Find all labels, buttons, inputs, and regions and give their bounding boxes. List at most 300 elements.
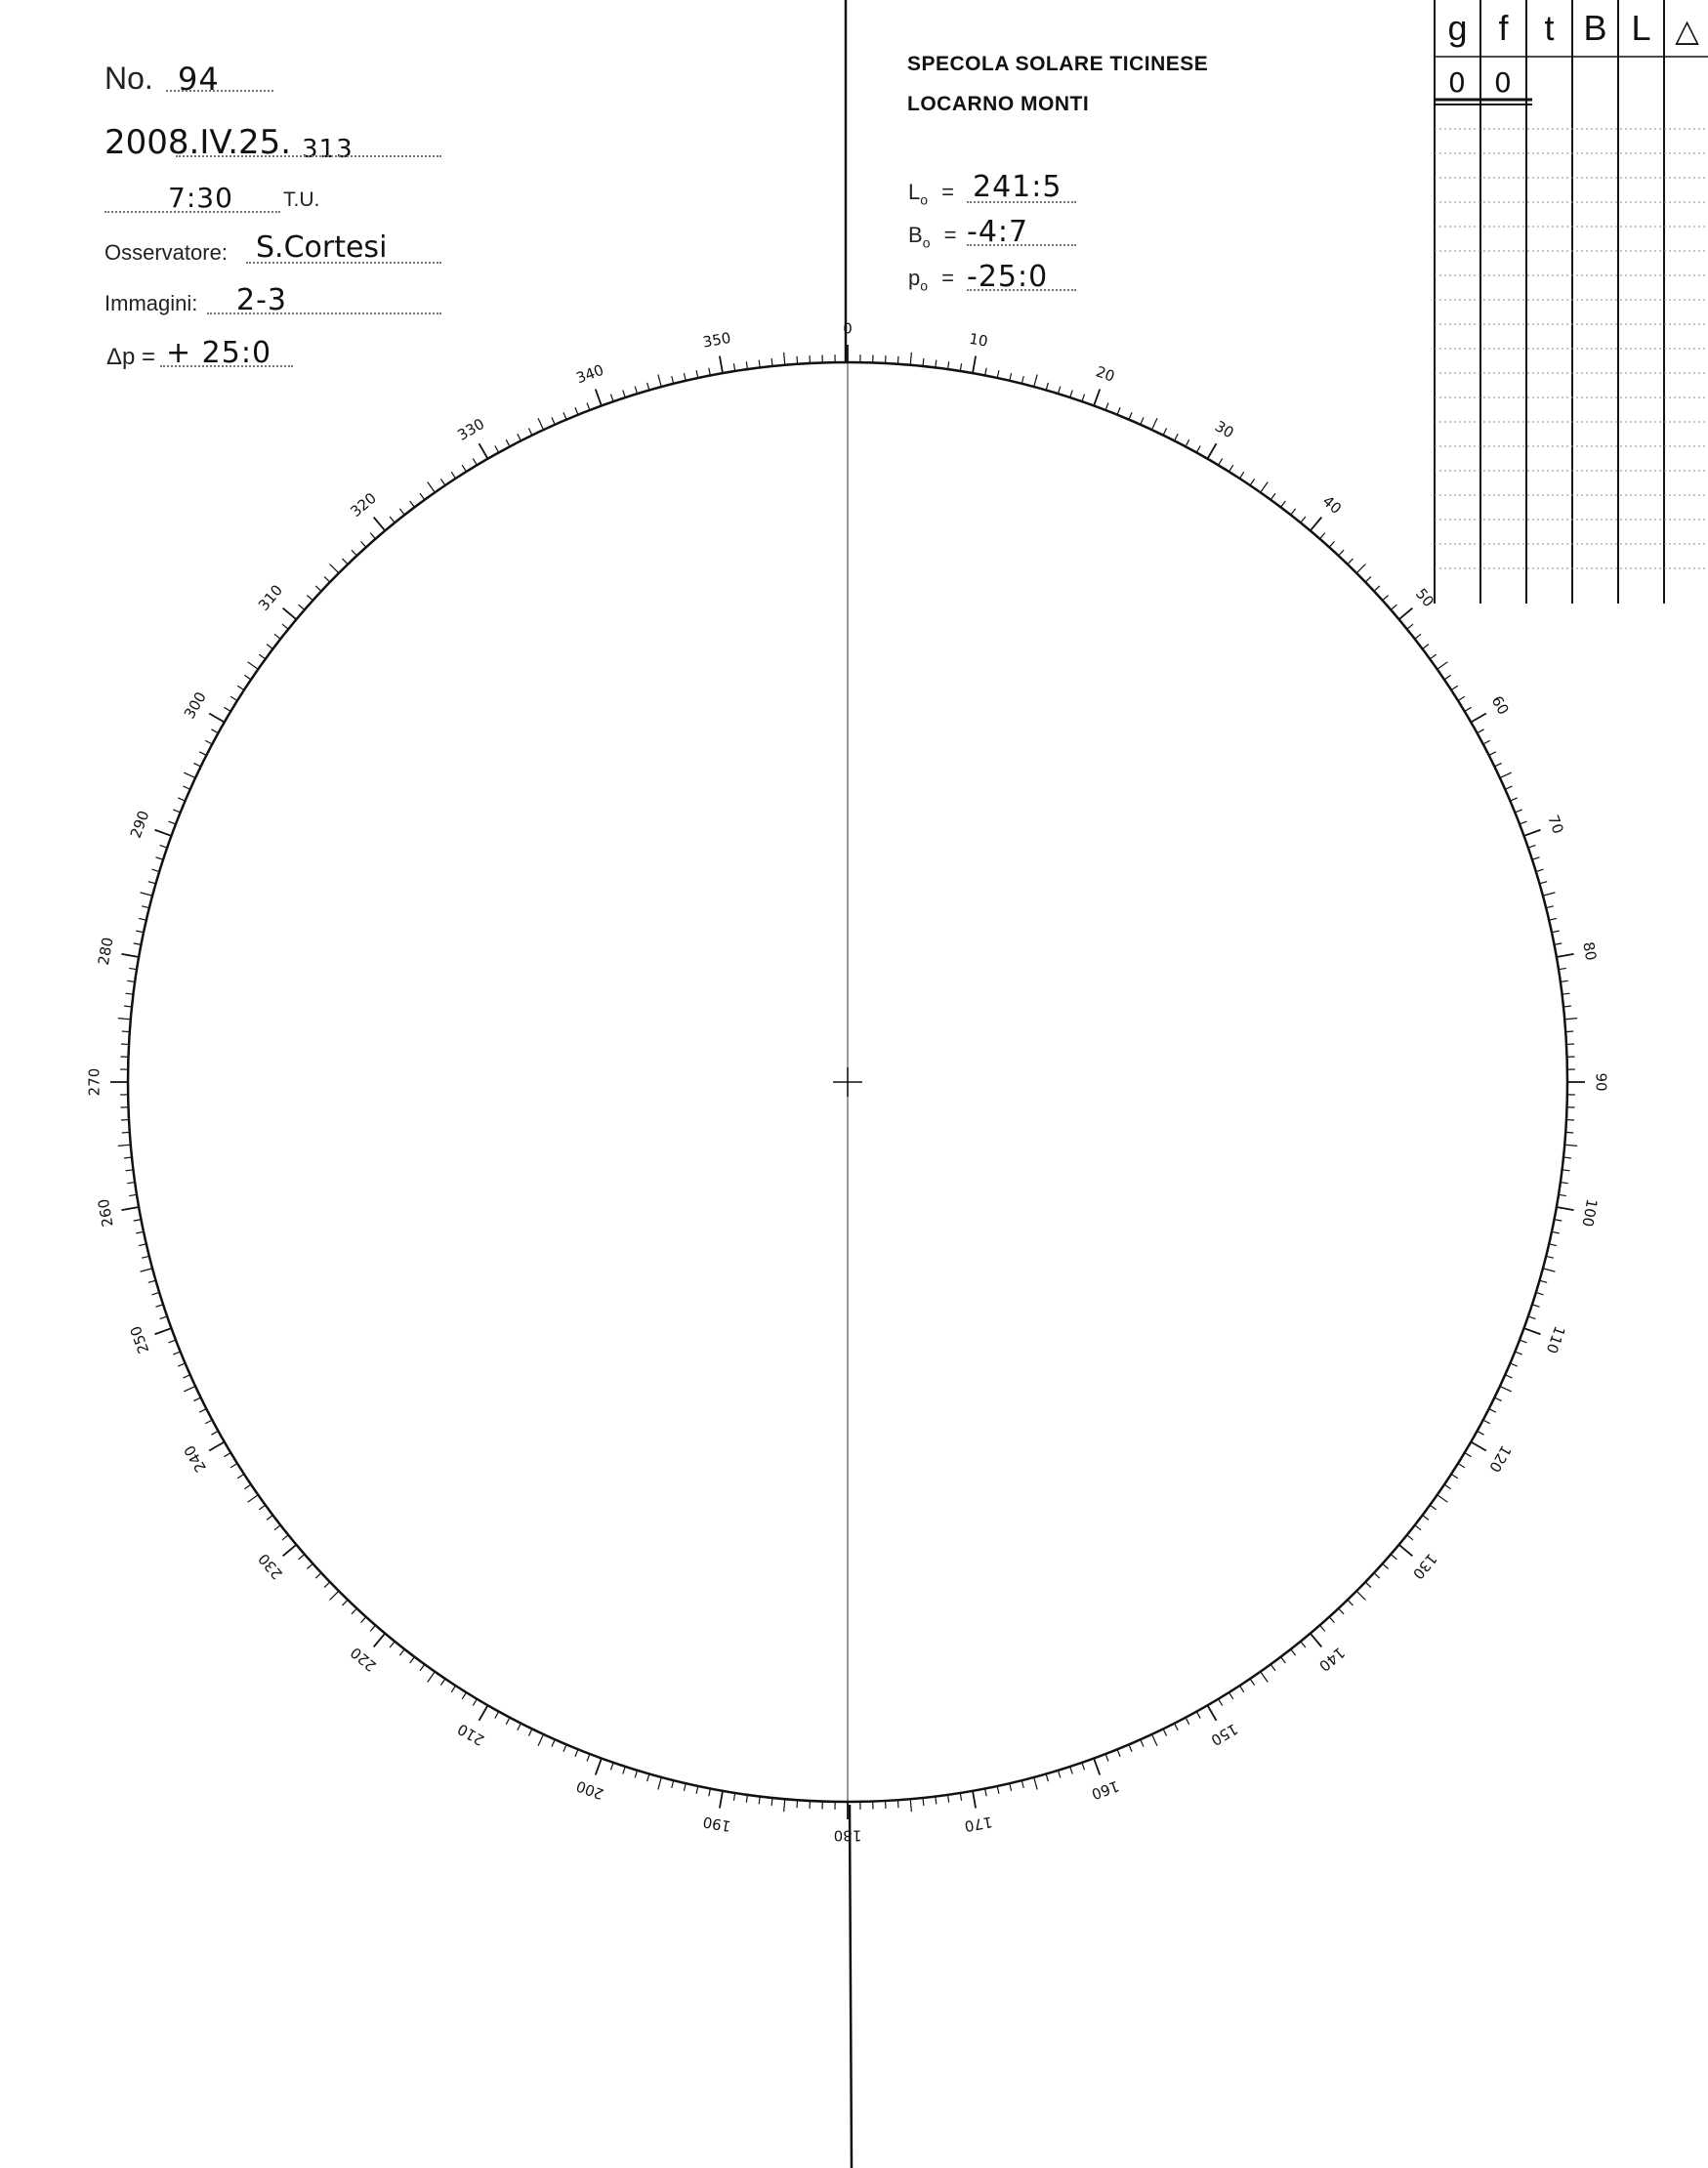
degree-label: 20 — [1093, 362, 1117, 386]
degree-tick — [1117, 1749, 1120, 1756]
degree-tick — [283, 1545, 297, 1557]
degree-tick — [127, 980, 135, 981]
degree-tick — [1500, 1386, 1512, 1391]
degree-tick — [552, 1739, 555, 1746]
degree-tick — [1329, 541, 1334, 547]
degree-tick — [1250, 1679, 1254, 1686]
degree-tick — [1554, 1220, 1562, 1222]
degree-tick — [1070, 390, 1072, 397]
degree-tick — [658, 375, 661, 388]
degree-tick — [1520, 1340, 1526, 1343]
degree-tick — [1219, 1699, 1223, 1706]
degree-tick — [352, 550, 356, 556]
degree-tick — [1471, 1442, 1486, 1451]
degree-tick — [771, 1798, 772, 1806]
degree-tick — [1430, 654, 1436, 659]
degree-tick — [1291, 509, 1296, 515]
degree-tick — [199, 1409, 206, 1413]
degree-tick — [960, 1793, 961, 1801]
degree-tick — [139, 918, 146, 920]
degree-tick — [124, 1157, 132, 1158]
degree-tick — [473, 458, 477, 465]
degree-tick — [495, 1712, 499, 1719]
degree-tick — [168, 821, 175, 824]
degree-tick — [1423, 1516, 1429, 1521]
degree-tick — [1261, 482, 1268, 493]
degree-label: 140 — [1315, 1643, 1349, 1676]
degree-tick — [1478, 1431, 1484, 1435]
degree-tick — [518, 434, 521, 440]
degree-tick — [1046, 1773, 1048, 1781]
degree-tick — [1105, 402, 1108, 409]
degree-tick — [1391, 1555, 1396, 1560]
degree-tick — [1339, 550, 1344, 556]
degree-tick — [797, 1800, 798, 1808]
degree-tick — [684, 1783, 686, 1791]
delta-p-label: Δp = — [106, 344, 156, 370]
degree-tick — [1151, 418, 1156, 430]
date-value: 2008.IV.25. — [104, 123, 292, 162]
degree-tick — [672, 1780, 674, 1788]
degree-tick — [709, 368, 711, 376]
degree-tick — [1329, 1617, 1334, 1623]
degree-tick — [948, 1795, 949, 1803]
degree-tick — [1510, 798, 1517, 801]
degree-tick — [473, 1699, 477, 1706]
degree-tick — [370, 1625, 375, 1631]
degree-tick — [118, 1019, 131, 1020]
degree-tick — [696, 370, 698, 378]
degree-tick — [1532, 1305, 1540, 1307]
degree-label: 350 — [701, 328, 732, 352]
degree-tick — [897, 356, 898, 364]
degree-label: 10 — [968, 329, 989, 351]
degree-tick — [224, 1453, 230, 1457]
degree-tick — [124, 1006, 132, 1007]
degree-tick — [784, 1799, 785, 1812]
degree-tick — [1239, 1686, 1243, 1692]
degree-tick — [184, 1386, 195, 1391]
degree-label: 200 — [573, 1776, 606, 1804]
degree-tick — [538, 418, 543, 430]
degree-tick — [1565, 1031, 1573, 1032]
degree-tick — [1021, 376, 1023, 384]
degree-label: 130 — [1408, 1550, 1441, 1583]
degree-tick — [136, 931, 144, 933]
degree-tick — [1374, 586, 1380, 591]
degree-tick — [518, 1724, 521, 1730]
degree-tick — [479, 443, 488, 459]
degree-tick — [948, 361, 949, 369]
degree-tick — [610, 1763, 613, 1771]
degree-tick — [1374, 1573, 1380, 1578]
degree-tick — [324, 576, 330, 582]
degree-tick — [1151, 1734, 1156, 1746]
degree-tick — [1301, 1642, 1306, 1647]
degree-tick — [299, 1555, 305, 1560]
degree-tick — [1219, 458, 1223, 465]
degree-tick — [193, 763, 200, 767]
degree-label: 210 — [454, 1720, 488, 1750]
table-cell-g-1: 0 — [1448, 66, 1467, 99]
degree-tick — [1562, 1170, 1570, 1171]
degree-tick — [647, 383, 649, 391]
degree-tick — [563, 412, 566, 419]
degree-tick — [1163, 1729, 1167, 1735]
degree-tick — [1021, 1780, 1023, 1788]
degree-tick — [193, 1397, 200, 1401]
degree-tick — [152, 869, 160, 871]
degree-tick — [1186, 1718, 1189, 1725]
degree-tick — [1229, 465, 1233, 472]
number-label: No. — [104, 61, 153, 96]
degree-tick — [299, 605, 305, 609]
degree-tick — [1365, 576, 1371, 582]
degree-tick — [696, 1786, 698, 1794]
degree-tick — [1543, 893, 1556, 896]
degree-tick — [244, 675, 251, 679]
degree-tick — [374, 518, 386, 531]
degree-tick — [759, 1797, 760, 1805]
table-cell-f-1: 0 — [1494, 66, 1513, 99]
degree-tick — [1082, 1763, 1085, 1771]
degree-tick — [575, 1749, 578, 1756]
degree-tick — [658, 1777, 661, 1790]
degree-tick — [1082, 395, 1085, 402]
degree-tick — [1058, 387, 1060, 395]
degree-tick — [274, 634, 280, 639]
degree-tick — [1271, 493, 1275, 499]
degree-tick — [528, 1729, 532, 1735]
degree-tick — [230, 696, 237, 700]
degree-tick — [923, 358, 924, 366]
degree-label: 60 — [1487, 692, 1513, 719]
degree-tick — [129, 1194, 137, 1195]
observatory-name: SPECOLA SOLARE TICINESE — [907, 53, 1209, 75]
degree-tick — [315, 1573, 321, 1578]
degree-tick — [141, 1269, 153, 1272]
degree-tick — [771, 358, 772, 366]
table-header-g: g — [1447, 8, 1468, 48]
degree-label: 310 — [254, 581, 287, 614]
degree-tick — [155, 1328, 172, 1334]
degree-tick — [1175, 434, 1179, 440]
degree-tick — [230, 1464, 237, 1468]
degree-tick — [259, 654, 265, 659]
degree-label: 120 — [1485, 1441, 1516, 1476]
degree-tick — [1186, 439, 1189, 446]
degree-tick — [587, 1754, 590, 1761]
degree-tick — [462, 1692, 466, 1699]
degree-tick — [122, 1031, 130, 1032]
degree-tick — [997, 370, 999, 378]
degree-tick — [1559, 1194, 1566, 1195]
degree-tick — [1383, 1563, 1389, 1568]
degree-tick — [1552, 1231, 1560, 1233]
degree-tick — [267, 1516, 272, 1521]
degree-tick — [733, 1793, 734, 1801]
degree-label: 260 — [94, 1197, 117, 1229]
table-header-delta: △ — [1675, 13, 1699, 48]
degree-tick — [1034, 375, 1037, 388]
degree-tick — [936, 1797, 937, 1805]
degree-label: 0 — [843, 319, 853, 338]
degree-tick — [575, 407, 578, 414]
degree-tick — [307, 1563, 312, 1568]
degree-tick — [390, 1642, 395, 1647]
degree-tick — [420, 493, 425, 499]
degree-tick — [1320, 1625, 1325, 1631]
degree-tick — [1311, 518, 1322, 531]
degree-tick — [1430, 1505, 1436, 1510]
degree-label: 240 — [180, 1441, 210, 1476]
degree-label: 100 — [1578, 1197, 1602, 1229]
degree-tick — [623, 1767, 625, 1774]
degree-tick — [352, 1608, 356, 1614]
degree-tick — [1291, 1649, 1296, 1655]
degree-tick — [399, 509, 404, 515]
degree-tick — [148, 882, 156, 884]
degree-tick — [184, 772, 195, 777]
degree-tick — [1271, 1664, 1275, 1670]
degree-tick — [1549, 918, 1557, 920]
degree-tick — [428, 1672, 435, 1683]
degree-tick — [237, 686, 244, 689]
degree-tick — [733, 363, 734, 371]
degree-tick — [155, 1305, 163, 1307]
degree-tick — [1465, 707, 1472, 711]
degree-tick — [1471, 714, 1486, 723]
degree-tick — [1561, 1183, 1568, 1184]
degree-tick — [1196, 445, 1200, 452]
degree-label: 270 — [85, 1067, 104, 1097]
degree-tick — [506, 1718, 510, 1725]
degree-tick — [178, 798, 185, 801]
degree-tick — [399, 1649, 404, 1655]
images-label: Immagini: — [104, 291, 198, 315]
table-header-B: B — [1583, 8, 1607, 48]
degree-tick — [173, 810, 180, 813]
degree-label: 90 — [1592, 1072, 1610, 1092]
degree-tick — [1494, 763, 1501, 767]
degree-tick — [1356, 1591, 1365, 1600]
degree-tick — [746, 1795, 747, 1803]
degree-tick — [563, 1744, 566, 1751]
degree-tick — [121, 954, 139, 957]
degree-tick — [152, 1292, 160, 1294]
degree-tick — [1494, 1397, 1501, 1401]
degree-tick — [211, 1431, 218, 1435]
degree-tick — [1444, 675, 1451, 679]
degree-tick — [211, 730, 218, 733]
degree-tick — [136, 1231, 144, 1233]
degree-tick — [1415, 1525, 1421, 1530]
degree-tick — [596, 1759, 602, 1775]
degree-tick — [1058, 1771, 1060, 1778]
degree-tick — [259, 1505, 265, 1510]
degree-tick — [1281, 1657, 1286, 1663]
degree-tick — [1105, 1754, 1108, 1761]
degree-tick — [479, 1705, 488, 1721]
degree-tick — [1536, 1292, 1544, 1294]
degree-tick — [936, 360, 937, 368]
degree-tick — [1451, 686, 1458, 689]
degree-tick — [183, 786, 189, 789]
degree-label: 170 — [963, 1813, 994, 1836]
observer-label: Osservatore: — [104, 240, 228, 265]
degree-tick — [324, 1582, 330, 1588]
degree-tick — [1489, 752, 1496, 756]
observer-value: S.Cortesi — [256, 230, 388, 265]
degree-tick — [440, 1679, 444, 1686]
degree-tick — [1524, 1328, 1541, 1334]
degree-tick — [142, 906, 149, 908]
degree-tick — [1094, 1759, 1100, 1775]
degree-tick — [1563, 1157, 1571, 1158]
degree-tick — [244, 1484, 251, 1488]
degree-tick — [709, 1788, 711, 1796]
degree-tick — [121, 1207, 139, 1210]
degree-tick — [330, 1591, 339, 1600]
degree-tick — [1528, 845, 1536, 848]
L0-letter: L — [908, 180, 921, 204]
time-unit: T.U. — [283, 188, 320, 211]
B0-eq: = — [943, 223, 957, 247]
degree-tick — [1549, 1244, 1557, 1246]
degree-tick — [1520, 821, 1526, 824]
degree-label: 340 — [573, 360, 606, 388]
degree-tick — [1451, 1474, 1458, 1478]
degree-tick — [248, 1495, 259, 1502]
degree-tick — [720, 1791, 723, 1809]
degree-tick — [1391, 605, 1396, 609]
degree-tick — [1423, 645, 1429, 649]
degree-tick — [1383, 596, 1389, 601]
degree-tick — [361, 541, 366, 547]
degree-tick — [1196, 1712, 1200, 1719]
degree-tick — [118, 1145, 131, 1146]
degree-tick — [1208, 1705, 1217, 1721]
degree-tick — [451, 472, 455, 479]
degree-tick — [420, 1664, 425, 1670]
degree-tick — [1348, 1600, 1354, 1605]
degree-tick — [635, 387, 637, 395]
degree-tick — [155, 830, 172, 836]
degree-tick — [1010, 373, 1012, 381]
degree-tick — [784, 353, 785, 365]
degree-tick — [538, 1734, 543, 1746]
degree-tick — [1399, 608, 1413, 620]
B0-sub: o — [922, 234, 931, 251]
degree-tick — [224, 707, 230, 711]
degree-label: 150 — [1207, 1720, 1241, 1750]
degree-tick — [361, 1617, 366, 1623]
degree-tick — [1320, 533, 1325, 539]
degree-tick — [282, 624, 288, 629]
degree-tick — [1532, 857, 1540, 859]
degree-tick — [623, 390, 625, 397]
degree-tick — [1500, 772, 1512, 777]
degree-tick — [282, 1535, 288, 1540]
B0-value: -4:7 — [967, 215, 1029, 249]
L0-value: 241:5 — [973, 170, 1062, 204]
degree-label: 40 — [1318, 491, 1346, 519]
degree-tick — [410, 1657, 415, 1663]
degree-label: 50 — [1411, 584, 1438, 611]
degree-tick — [746, 361, 747, 369]
B0-letter: B — [908, 223, 923, 247]
degree-tick — [1250, 479, 1254, 485]
degree-tick — [248, 662, 259, 669]
degree-tick — [1399, 1545, 1413, 1557]
degree-tick — [267, 645, 272, 649]
degree-label: 320 — [347, 488, 380, 521]
degree-tick — [1437, 662, 1448, 669]
degree-tick — [139, 1244, 146, 1246]
vertical-axis-bottom — [850, 1805, 852, 2168]
degree-tick — [237, 1474, 244, 1478]
degree-tick — [209, 1442, 225, 1451]
degree-tick — [1365, 1582, 1371, 1588]
table-header-t: t — [1544, 8, 1555, 48]
degree-tick — [1543, 1269, 1556, 1272]
degree-tick — [1311, 1634, 1322, 1647]
table-header-f: f — [1498, 8, 1509, 48]
degree-tick — [1415, 634, 1421, 639]
p0-eq: = — [941, 266, 955, 290]
degree-tick — [1528, 1316, 1536, 1319]
degree-tick — [1483, 1420, 1490, 1424]
degree-tick — [1444, 1484, 1451, 1488]
degree-tick — [1561, 980, 1568, 981]
degree-label: 330 — [454, 414, 488, 444]
degree-tick — [1505, 1375, 1512, 1378]
degree-tick — [759, 360, 760, 368]
degree-tick — [1046, 383, 1048, 391]
degree-tick — [1141, 417, 1144, 424]
degree-tick — [1552, 931, 1560, 933]
degree-tick — [1478, 730, 1484, 733]
degree-tick — [1565, 1132, 1573, 1133]
degree-tick — [1141, 1739, 1144, 1746]
degree-tick — [495, 445, 499, 452]
degree-tick — [1564, 1145, 1577, 1146]
degree-tick — [647, 1773, 649, 1781]
degree-tick — [1094, 390, 1100, 406]
images-value: 2-3 — [236, 283, 287, 317]
degree-tick — [141, 893, 153, 896]
degree-tick — [1458, 1464, 1465, 1468]
degree-tick — [587, 402, 590, 409]
degree-tick — [1437, 1495, 1448, 1502]
degree-tick — [1539, 882, 1547, 884]
degree-tick — [1129, 1744, 1132, 1751]
degree-tick — [129, 968, 137, 969]
degree-tick — [274, 1525, 280, 1530]
degree-tick — [1010, 1783, 1012, 1791]
degree-tick — [1339, 1608, 1344, 1614]
degree-tick — [1348, 559, 1354, 564]
degree-tick — [155, 857, 163, 859]
delta-p-value: + 25:0 — [166, 336, 272, 370]
degree-label: 160 — [1089, 1776, 1122, 1804]
degree-tick — [684, 373, 686, 381]
degree-tick — [462, 465, 466, 472]
degree-tick — [1559, 968, 1566, 969]
degree-tick — [1489, 1409, 1496, 1413]
degree-tick — [1301, 517, 1306, 522]
degree-label: 30 — [1211, 417, 1237, 442]
